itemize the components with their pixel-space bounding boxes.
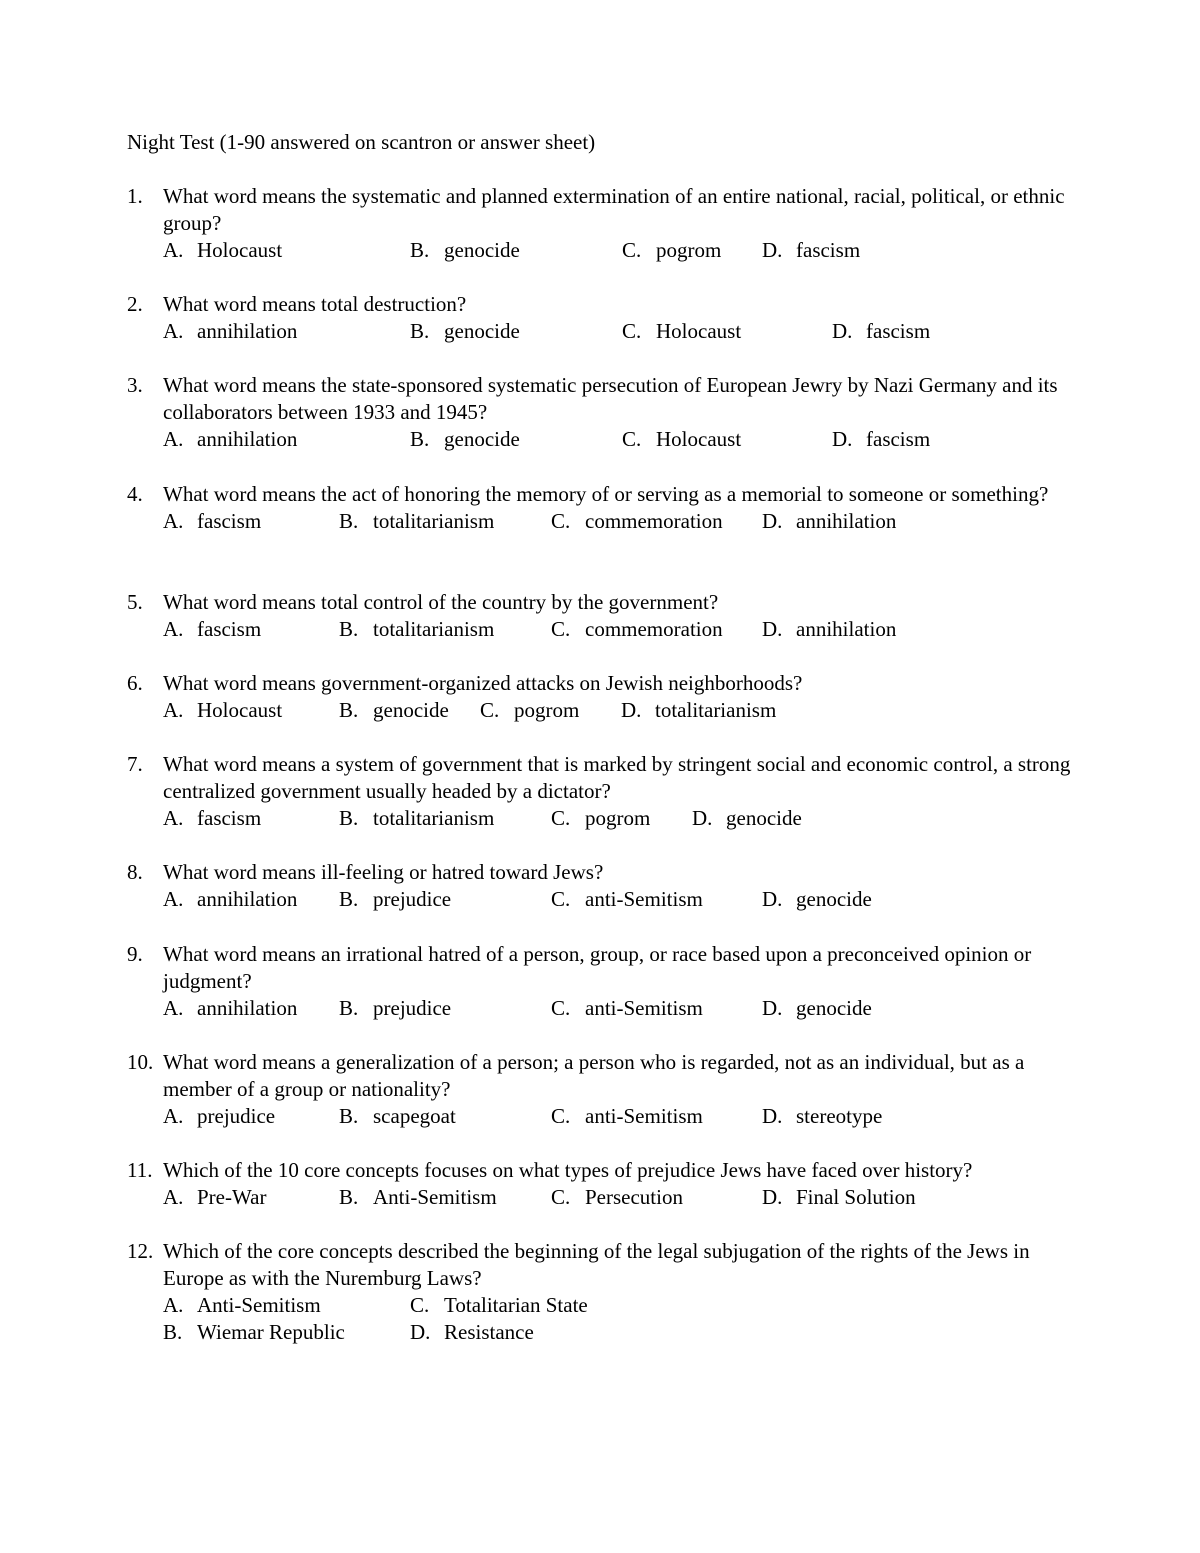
option-b: B. genocide [410, 319, 520, 343]
question-2 [127, 291, 1087, 345]
option-a: A. annihilation [163, 319, 298, 343]
option-d: D. Final Solution [762, 1185, 916, 1209]
option-b: B. Anti-Semitism [339, 1185, 497, 1209]
question-number: 9. [127, 942, 143, 966]
option-d: D. annihilation [762, 509, 897, 533]
question-10 [127, 1049, 1087, 1130]
option-a: A. Holocaust [163, 698, 283, 722]
question-8 [127, 859, 1087, 913]
question-7 [127, 751, 1087, 832]
option-d: D. Resistance [410, 1320, 534, 1344]
question-number: 4. [127, 482, 143, 506]
option-b: B. genocide [339, 698, 449, 722]
option-b: B. prejudice [339, 996, 452, 1020]
answer-options [163, 1103, 1087, 1130]
answer-options [163, 697, 1087, 724]
question-text: What word means total control of the country by the government? [163, 590, 719, 614]
option-b: B. Wiemar Republic [163, 1320, 345, 1344]
option-d: D. fascism [832, 319, 931, 343]
option-c: C. anti-Semitism [551, 1104, 703, 1128]
question-number: 6. [127, 671, 143, 695]
option-a: A. fascism [163, 806, 262, 830]
question-text: What word means the systematic and planned extermination of an entire national, racial, political, or ethnic group? [163, 184, 1065, 235]
option-d: D. genocide [762, 996, 872, 1020]
answer-options [163, 508, 1087, 535]
option-b: B. totalitarianism [339, 509, 495, 533]
question-number: 3. [127, 373, 143, 397]
option-c: C. Totalitarian State [410, 1293, 588, 1317]
option-a: A. fascism [163, 617, 262, 641]
answer-options [163, 805, 1087, 832]
option-c: C. commemoration [551, 617, 723, 641]
option-c: C. pogrom [622, 238, 722, 262]
answer-options-row-2 [163, 1319, 1087, 1346]
question-1 [127, 183, 1087, 264]
option-c: C. commemoration [551, 509, 723, 533]
question-9 [127, 941, 1087, 1022]
option-a: A. Pre-War [163, 1185, 267, 1209]
option-b: B. genocide [410, 238, 520, 262]
question-number: 8. [127, 860, 143, 884]
option-c: C. Holocaust [622, 319, 742, 343]
answer-options [163, 1184, 1087, 1211]
question-text: Which of the core concepts described the beginning of the legal subjugation of the rights of the Jews in Europe as with the Nuremburg Laws? [163, 1239, 1030, 1290]
option-d: D. stereotype [762, 1104, 883, 1128]
question-number: 2. [127, 292, 143, 316]
question-text: What word means ill-feeling or hatred toward Jews? [163, 860, 604, 884]
question-3 [127, 372, 1087, 453]
question-number: 5. [127, 590, 143, 614]
question-number: 11. [127, 1158, 153, 1182]
option-a: A. fascism [163, 509, 262, 533]
option-d: D. fascism [832, 427, 931, 451]
option-c: C. pogrom [551, 806, 651, 830]
question-text: What word means total destruction? [163, 292, 467, 316]
answer-options [163, 318, 1087, 345]
option-a: A. Holocaust [163, 238, 283, 262]
question-text: What word means an irrational hatred of a person, group, or race based upon a preconceived opinion or judgment? [163, 942, 1032, 993]
option-a: A. prejudice [163, 1104, 276, 1128]
question-text: What word means a system of government that is marked by stringent social and economic control, a strong centralized government usually headed by a dictator? [163, 752, 1071, 803]
question-number: 1. [127, 184, 143, 208]
question-text: What word means the state-sponsored systematic persecution of European Jewry by Nazi Germany and its collaborators between 1933 and 1945? [163, 373, 1058, 424]
question-number: 7. [127, 752, 143, 776]
question-number: 10. [127, 1050, 154, 1074]
question-text: Which of the 10 core concepts focuses on what types of prejudice Jews have faced over history? [163, 1158, 973, 1182]
option-a: A. annihilation [163, 427, 298, 451]
answer-options-row-1 [163, 1292, 1087, 1319]
answer-options [163, 616, 1087, 643]
option-a: A. annihilation [163, 996, 298, 1020]
option-c: C. pogrom [480, 698, 580, 722]
question-text: What word means the act of honoring the memory of or serving as a memorial to someone or something? [163, 482, 1049, 506]
option-c: C. anti-Semitism [551, 887, 703, 911]
option-d: D. annihilation [762, 617, 897, 641]
question-11 [127, 1157, 1087, 1211]
option-a: A. Anti-Semitism [163, 1293, 321, 1317]
option-d: D. genocide [762, 887, 872, 911]
option-a: A. annihilation [163, 887, 298, 911]
option-c: C. Holocaust [622, 427, 742, 451]
option-d: D. totalitarianism [621, 698, 777, 722]
answer-options [163, 237, 1087, 264]
question-4 [127, 481, 1087, 535]
option-c: C. anti-Semitism [551, 996, 703, 1020]
question-number: 12. [127, 1239, 154, 1263]
option-d: D. fascism [762, 238, 861, 262]
answer-options [163, 426, 1087, 453]
page-title: Night Test (1-90 answered on scantron or answer sheet) [127, 130, 596, 154]
option-d: D. genocide [692, 806, 802, 830]
answer-options [163, 886, 1087, 913]
question-text: What word means a generalization of a person; a person who is regarded, not as an individual, but as a member of a group or nationality? [163, 1050, 1025, 1101]
question-12 [127, 1238, 1087, 1346]
option-b: B. genocide [410, 427, 520, 451]
option-b: B. totalitarianism [339, 806, 495, 830]
answer-options [163, 995, 1087, 1022]
option-b: B. scapegoat [339, 1104, 456, 1128]
question-6 [127, 670, 1087, 724]
question-5 [127, 589, 1087, 643]
option-b: B. totalitarianism [339, 617, 495, 641]
option-b: B. prejudice [339, 887, 452, 911]
option-c: C. Persecution [551, 1185, 683, 1209]
question-text: What word means government-organized attacks on Jewish neighborhoods? [163, 671, 803, 695]
